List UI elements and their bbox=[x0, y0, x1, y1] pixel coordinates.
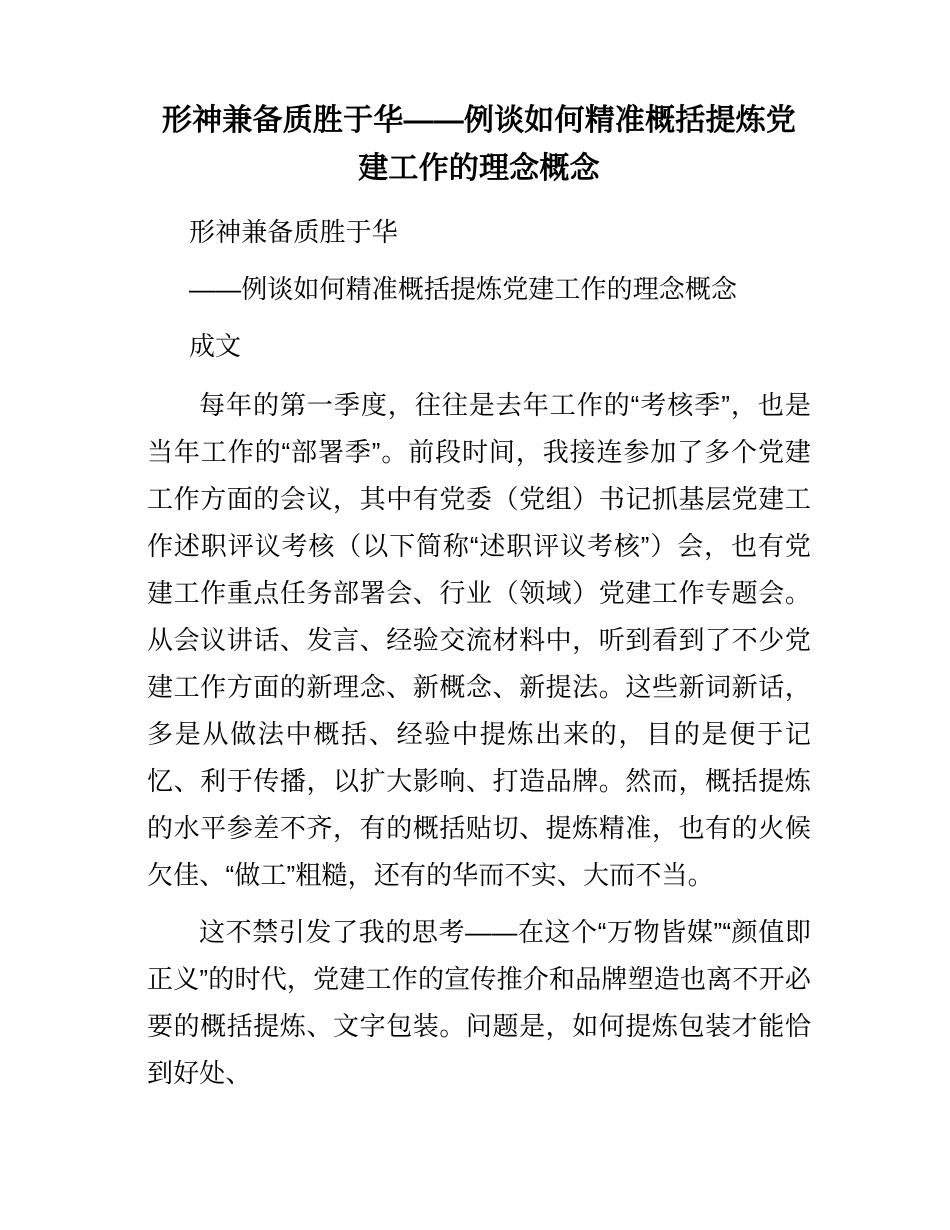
document-content bbox=[147, 97, 811, 1097]
subtitle-line-1: 形神兼备质胜于华 bbox=[189, 217, 398, 247]
body-paragraph-1: 每年的第一季度，往往是去年工作的“考核季”，也是当年工作的“部署季”。前段时间，我接连参加了多个党建工作方面的会议，其中有党委（党组）书记抓基层党建工作述职评议考核（以下简称“述职评议考核”）会，也有党建工作重点任务部署会、行业（领域）党建工作专题会。从会议讲话、发言、经验交流材料中，听到看到了不少党建工作方面的新理念、新概念、新提法。这些新词新话，多是从做法中概括、经验中提炼出来的，目的是便于记忆、利于传播，以扩大影响、打造品牌。然而，概括提炼的水平参差不齐，有的概括贴切、提炼精准，也有的火候欠佳、“做工”粗糙，还有的华而不实、大而不当。 bbox=[147, 390, 811, 890]
author-byline: 成文 bbox=[189, 331, 242, 361]
body-paragraph-2: 这不禁引发了我的思考——在这个“万物皆媒”“颜值即正义”的时代，党建工作的宣传推介和品牌塑造也离不开必要的概括提炼、文字包装。问题是，如何提炼包装才能恰到好处、 bbox=[147, 917, 811, 1088]
subtitle-line-2: ——例谈如何精准概括提炼党建工作的理念概念 bbox=[189, 274, 738, 304]
page-title: 形神兼备质胜于华——例谈如何精准概括提炼党建工作的理念概念 bbox=[161, 104, 797, 185]
